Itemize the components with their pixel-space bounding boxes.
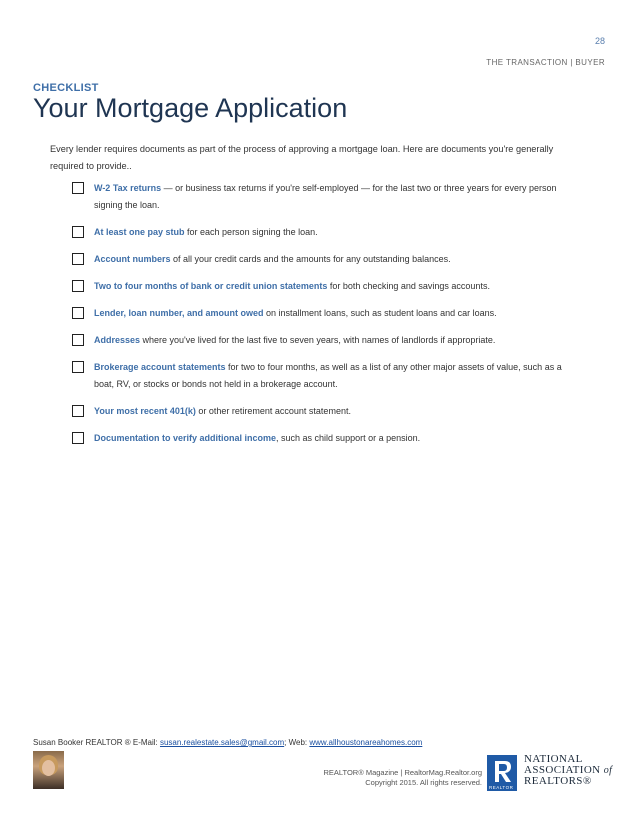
logo-line-2: ASSOCIATION of <box>524 764 613 776</box>
checkbox[interactable] <box>72 307 84 319</box>
checklist <box>72 180 562 457</box>
checkbox[interactable] <box>72 334 84 346</box>
page-title: Your Mortgage Application <box>33 93 348 123</box>
running-head: THE TRANSACTION | BUYER <box>486 58 605 67</box>
copyright-line: Copyright 2015. All rights reserved. <box>365 778 482 787</box>
logo-small-text: REALTOR <box>489 785 514 790</box>
item-detail: , such as child support or a pension. <box>276 433 421 443</box>
intro-paragraph: Every lender requires documents as part of the process of approving a mortgage loan. Here are documents you're generally required to provide.. <box>50 144 554 171</box>
item-highlight: At least one pay stub <box>94 227 185 237</box>
item-detail: where you've lived for the last five to seven years, with names of landlords if appropriate. <box>140 335 496 345</box>
item-detail: of all your credit cards and the amounts for any outstanding balances. <box>170 254 451 264</box>
checklist-item-text <box>94 403 562 420</box>
item-detail: on installment loans, such as student loans and car loans. <box>263 308 497 318</box>
logo-line-3: REALTORS® <box>524 775 592 787</box>
email-link[interactable]: susan.realestate.sales@gmail.com <box>159 738 285 747</box>
checkbox[interactable] <box>72 405 84 417</box>
item-highlight: Brokerage account statements <box>94 362 226 372</box>
contact-prefix: Susan Booker REALTOR ® E-Mail: <box>33 738 160 747</box>
checklist-item-401k <box>72 403 562 420</box>
item-highlight: Addresses <box>94 335 141 345</box>
item-detail: or other retirement account statement. <box>195 406 351 416</box>
checklist-item-bank-statements <box>72 278 562 295</box>
checklist-item-brokerage <box>72 359 562 393</box>
checkbox[interactable] <box>72 182 84 194</box>
item-highlight: W-2 Tax returns <box>94 183 162 193</box>
item-detail: for two to four months, as well as a list of any other major assets of value, such as a boat, RV, or stocks or bonds not held in a brokerage account. <box>94 362 562 389</box>
item-highlight: Lender, loan number, and amount owed <box>94 308 264 318</box>
checkbox[interactable] <box>72 432 84 444</box>
checkbox[interactable] <box>72 280 84 292</box>
checklist-item-text <box>94 180 562 214</box>
item-detail: — or business tax returns if you're self-employed — for the last two or three years for every person signing the loan. <box>94 183 557 210</box>
item-highlight: Two to four months of bank or credit union statements <box>94 281 328 291</box>
checklist-item-text <box>94 332 562 349</box>
checklist-item-w2 <box>72 180 562 214</box>
agent-photo <box>33 751 64 789</box>
magazine-line: REALTOR® Magazine | RealtorMag.Realtor.org <box>323 768 482 777</box>
section-kicker: CHECKLIST <box>33 82 99 94</box>
checkbox[interactable] <box>72 226 84 238</box>
checklist-item-text <box>94 278 562 295</box>
magazine-credit <box>318 768 482 788</box>
checkbox[interactable] <box>72 253 84 265</box>
checklist-item-addresses <box>72 332 562 349</box>
logo-line-1: NATIONAL <box>524 753 583 765</box>
checklist-item-text <box>94 251 562 268</box>
website-link[interactable]: www.allhoustonareahomes.com <box>309 738 423 747</box>
checklist-item-text <box>94 430 562 447</box>
checklist-item-text <box>94 224 562 241</box>
nar-logo-text <box>524 754 612 787</box>
checklist-item-text <box>94 359 562 393</box>
checklist-item-lender <box>72 305 562 322</box>
checklist-item-text <box>94 305 562 322</box>
agent-contact-line <box>33 738 422 747</box>
item-detail: for both checking and savings accounts. <box>327 281 490 291</box>
checklist-item-pay-stub <box>72 224 562 241</box>
checkbox[interactable] <box>72 361 84 373</box>
web-prefix: ; Web: <box>284 738 310 747</box>
checklist-item-account-numbers <box>72 251 562 268</box>
item-detail: for each person signing the loan. <box>184 227 318 237</box>
page-number: 28 <box>594 36 605 46</box>
checklist-item-additional-income <box>72 430 562 447</box>
item-highlight: Your most recent 401(k) <box>94 406 196 416</box>
item-highlight: Account numbers <box>94 254 171 264</box>
item-highlight: Documentation to verify additional income <box>94 433 277 443</box>
